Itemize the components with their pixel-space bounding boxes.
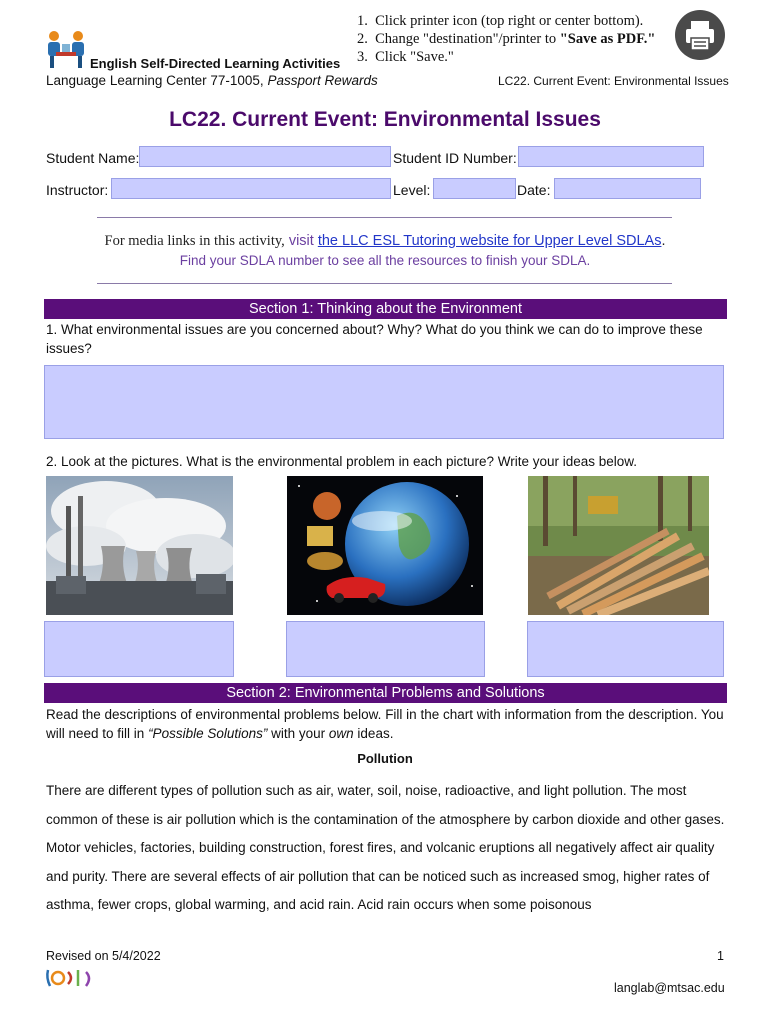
instructor-field[interactable] [111,178,391,199]
instructor-label: Instructor: [46,182,109,198]
student-id-label: Student ID Number: [393,150,517,166]
question-1: 1. What environmental issues are you concerned about? Why? What do you think we can do to improve these issues? [46,322,703,356]
header-right-title: LC22. Current Event: Environmental Issues [498,74,729,88]
divider [97,283,672,284]
date-label: Date: [517,182,551,198]
answer-1-field[interactable] [44,365,724,439]
page-title: LC22. Current Event: Environmental Issues [169,108,601,131]
instruction-3: 3. Click "Save." [357,49,454,65]
printer-icon [675,10,725,60]
earth-pollution-image [287,476,483,615]
student-id-field[interactable] [518,146,704,167]
instruction-1: 1. Click printer icon (top right or center bottom). [357,13,644,29]
level-label: Level: [393,182,431,198]
people-logo-icon [44,28,88,72]
level-field[interactable] [433,178,516,199]
pollution-paragraph: There are different types of pollution such as air, water, soil, noise, radioactive, and light pollution. The most common of these is air pollution which is the contamination of the atmosphere by carbon dioxide and other gases. Motor vehicles, factories, building construction, forest fires, and volcanic eruptions all negatively affect air quality and purity. There are several effects of air pollution that can be noticed such as increased smog, higher rates of asthma, fewer crops, global warming, and acid rain. Acid rain occurs when some poisonous [46,783,725,912]
question-2: 2. Look at the pictures. What is the environmental problem in each picture? Write your ideas below. [46,454,638,469]
pollution-heading: Pollution [357,751,413,766]
page-number: 1 [717,949,724,963]
student-name-label: Student Name: [46,150,140,166]
media-links-line: For media links in this activity, visit the LLC ESL Tutoring website for Upper Level SDLAs. [104,233,666,249]
sdla-number-note: Find your SDLA number to see all the resources to finish your SDLA. [179,253,591,268]
factory-smoke-image [46,476,233,615]
divider [97,217,672,218]
contact-email: langlab@mtsac.edu [614,981,725,995]
date-field[interactable] [554,178,701,199]
picture-2-answer-field[interactable] [286,621,485,677]
picture-1-answer-field[interactable] [44,621,234,677]
header-program: Passport Rewards [267,73,378,88]
section-1-header: Section 1: Thinking about the Environment [44,299,727,319]
revised-date: Revised on 5/4/2022 [46,949,161,963]
student-name-field[interactable] [139,146,391,167]
print-instructions [357,12,655,66]
section-2-header: Section 2: Environmental Problems and Solutions [44,683,727,703]
llc-logo-icon [44,964,96,994]
deforestation-logs-image [528,476,709,615]
header-title: English Self-Directed Learning Activities [90,56,341,71]
section-2-intro: Read the descriptions of environmental problems below. Fill in the chart with information from the description. You will need to fill in “Possible Solutions” with your own ideas. [46,707,724,741]
picture-3-answer-field[interactable] [527,621,724,677]
tutoring-website-link[interactable]: the LLC ESL Tutoring website for Upper Level SDLAs [317,233,662,249]
header-center: Language Learning Center 77-1005, [46,73,264,88]
print-button[interactable] [675,10,725,60]
header-subtitle [46,73,378,88]
instruction-2: 2. Change "destination"/printer to "Save as PDF." [357,31,656,47]
